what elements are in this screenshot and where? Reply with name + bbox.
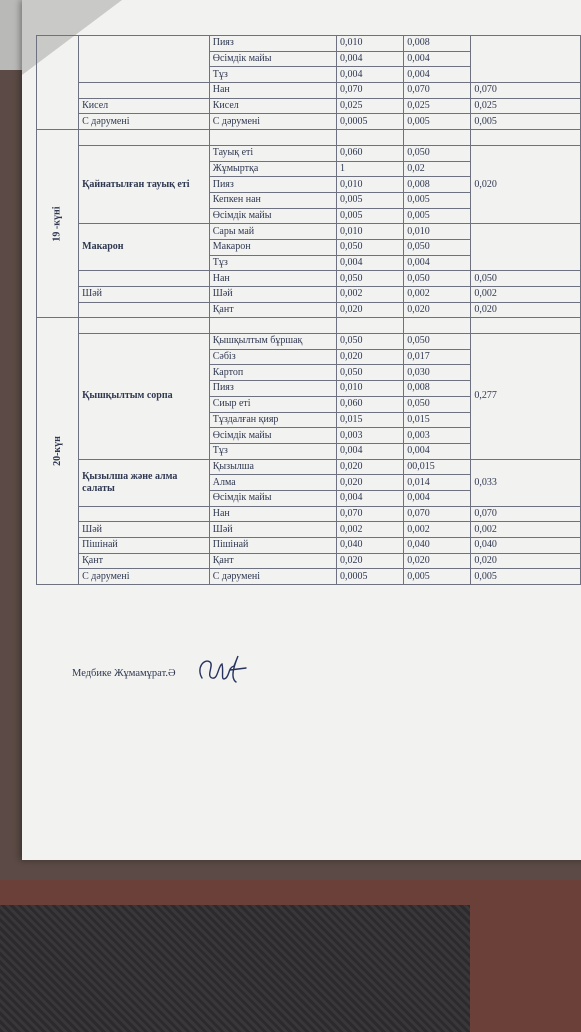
net-weight-cell: 0,005 [404,114,471,130]
gross-weight-cell: 0,050 [337,334,404,350]
dish-name-cell: Кисел [79,98,210,114]
dish-name-cell: Пішінай [79,538,210,554]
ingredient-cell: Тұз [209,67,336,83]
day-label: 19 -күні [51,206,63,242]
gross-weight-cell: 0,005 [337,192,404,208]
table-row [37,538,581,554]
gross-weight-cell: 0,004 [337,443,404,459]
net-weight-cell: 0,004 [404,51,471,67]
total-cell: 0,277 [471,334,581,460]
table-row [37,36,581,52]
table-row [37,114,581,130]
total-cell [471,36,581,83]
net-weight-cell: 0,02 [404,161,471,177]
dish-name-cell [79,271,210,287]
ingredient-cell: Сәбіз [209,349,336,365]
dish-name-cell: Шәй [79,522,210,538]
total-cell: 0,040 [471,538,581,554]
gross-weight-cell: 0,0005 [337,114,404,130]
table-row [37,334,581,350]
net-weight-cell: 00,015 [404,459,471,475]
ingredient-cell: Пияз [209,177,336,193]
net-weight-cell: 0,050 [404,334,471,350]
background-fabric [0,905,470,1032]
table-row [37,318,581,334]
total-cell: 0,070 [471,506,581,522]
net-weight-cell: 0,008 [404,36,471,52]
total-cell: 0,002 [471,522,581,538]
gross-weight-cell: 0,020 [337,302,404,318]
net-weight-cell: 0,008 [404,381,471,397]
menu-table [36,35,581,585]
net-weight-cell: 0,017 [404,349,471,365]
ingredient-cell: Нан [209,506,336,522]
ingredient-cell: Тұз [209,443,336,459]
ingredient-cell: Нан [209,83,336,99]
dish-name-cell: Қайнатылған тауық еті [79,145,210,223]
ingredient-cell: Тұз [209,255,336,271]
total-cell: 0,025 [471,98,581,114]
day-cell [37,130,79,318]
table-row [37,459,581,475]
total-cell: 0,033 [471,459,581,506]
ingredient-cell: С дәрумені [209,569,336,585]
table-row [37,302,581,318]
gross-weight-cell: 0,010 [337,381,404,397]
gross-weight-cell: 0,015 [337,412,404,428]
net-weight-cell: 0,002 [404,522,471,538]
total-cell: 0,005 [471,114,581,130]
table-row [37,271,581,287]
total-cell [471,318,581,334]
dish-name-cell: Макарон [79,224,210,271]
ingredient-cell: Өсімдік майы [209,51,336,67]
net-weight-cell: 0,004 [404,490,471,506]
ingredient-cell: Өсімдік майы [209,208,336,224]
table-row [37,145,581,161]
ingredient-cell: С дәрумені [209,114,336,130]
total-cell: 0,020 [471,553,581,569]
signature-block [72,668,176,679]
gross-weight-cell [337,318,404,334]
net-weight-cell: 0,005 [404,192,471,208]
ingredient-cell: Өсімдік майы [209,490,336,506]
net-weight-cell: 0,004 [404,67,471,83]
day-label: 20-күн [51,436,63,467]
ingredient-cell: Сары май [209,224,336,240]
table-row [37,224,581,240]
table-row [37,553,581,569]
gross-weight-cell: 0,040 [337,538,404,554]
net-weight-cell: 0,040 [404,538,471,554]
ingredient-cell: Макарон [209,239,336,255]
gross-weight-cell [337,130,404,146]
dish-name-cell: Қызылша және алма салаты [79,459,210,506]
dish-name-cell: Шәй [79,287,210,303]
dish-name-cell: С дәрумені [79,114,210,130]
net-weight-cell: 0,020 [404,553,471,569]
total-cell [471,224,581,271]
signature-text: Медбике Жұмамұрат.Ә [72,668,176,679]
net-weight-cell: 0,050 [404,145,471,161]
total-cell: 0,005 [471,569,581,585]
table-row [37,83,581,99]
dish-name-cell [79,36,210,83]
net-weight-cell: 0,005 [404,569,471,585]
dish-name-cell: Қант [79,553,210,569]
ingredient-cell: Тауық еті [209,145,336,161]
ingredient-cell: Шәй [209,287,336,303]
gross-weight-cell: 0,004 [337,255,404,271]
gross-weight-cell: 0,020 [337,349,404,365]
ingredient-cell: Кисел [209,98,336,114]
gross-weight-cell: 0,050 [337,365,404,381]
ingredient-cell: Өсімдік майы [209,428,336,444]
dish-name-cell: Қышқылтым сорпа [79,334,210,460]
net-weight-cell: 0,002 [404,287,471,303]
table-row [37,130,581,146]
gross-weight-cell: 0,0005 [337,569,404,585]
dish-name-cell [79,83,210,99]
net-weight-cell: 0,003 [404,428,471,444]
table-row [37,569,581,585]
gross-weight-cell: 0,010 [337,36,404,52]
net-weight-cell: 0,025 [404,98,471,114]
handwritten-signature [194,648,254,688]
gross-weight-cell: 0,050 [337,239,404,255]
gross-weight-cell: 0,020 [337,475,404,491]
day-cell [37,36,79,130]
gross-weight-cell: 0,005 [337,208,404,224]
table-row [37,522,581,538]
net-weight-cell: 0,030 [404,365,471,381]
ingredient-cell: Қышқылтым бұршақ [209,334,336,350]
net-weight-cell: 0,004 [404,443,471,459]
day-cell [37,318,79,585]
net-weight-cell: 0,014 [404,475,471,491]
gross-weight-cell: 0,020 [337,459,404,475]
net-weight-cell: 0,050 [404,239,471,255]
net-weight-cell: 0,020 [404,302,471,318]
gross-weight-cell: 0,004 [337,67,404,83]
total-cell: 0,020 [471,302,581,318]
ingredient-cell: Кепкен нан [209,192,336,208]
gross-weight-cell: 0,060 [337,145,404,161]
gross-weight-cell: 0,010 [337,224,404,240]
total-cell: 0,050 [471,271,581,287]
gross-weight-cell: 0,070 [337,83,404,99]
table-row [37,98,581,114]
net-weight-cell: 0,015 [404,412,471,428]
table-row [37,287,581,303]
dish-name-cell [79,318,210,334]
net-weight-cell [404,318,471,334]
gross-weight-cell: 0,050 [337,271,404,287]
dish-name-cell: С дәрумені [79,569,210,585]
dish-name-cell [79,302,210,318]
ingredient-cell: Тұздалған қияр [209,412,336,428]
ingredient-cell: Қант [209,302,336,318]
net-weight-cell: 0,070 [404,506,471,522]
ingredient-cell: Нан [209,271,336,287]
gross-weight-cell: 0,002 [337,522,404,538]
dish-name-cell [79,130,210,146]
total-cell: 0,002 [471,287,581,303]
ingredient-cell [209,318,336,334]
gross-weight-cell: 1 [337,161,404,177]
gross-weight-cell: 0,010 [337,177,404,193]
net-weight-cell: 0,050 [404,271,471,287]
ingredient-cell: Пияз [209,381,336,397]
gross-weight-cell: 0,003 [337,428,404,444]
ingredient-cell: Алма [209,475,336,491]
gross-weight-cell: 0,060 [337,396,404,412]
dish-name-cell [79,506,210,522]
gross-weight-cell: 0,070 [337,506,404,522]
net-weight-cell: 0,005 [404,208,471,224]
ingredient-cell: Қызылша [209,459,336,475]
net-weight-cell: 0,008 [404,177,471,193]
net-weight-cell: 0,010 [404,224,471,240]
ingredient-cell [209,130,336,146]
gross-weight-cell: 0,020 [337,553,404,569]
total-cell: 0,070 [471,83,581,99]
net-weight-cell: 0,050 [404,396,471,412]
net-weight-cell: 0,070 [404,83,471,99]
table-row [37,506,581,522]
gross-weight-cell: 0,004 [337,51,404,67]
ingredient-cell: Пішінай [209,538,336,554]
ingredient-cell: Қант [209,553,336,569]
ingredient-cell: Картоп [209,365,336,381]
gross-weight-cell: 0,004 [337,490,404,506]
ingredient-cell: Жұмыртқа [209,161,336,177]
total-cell [471,130,581,146]
total-cell: 0,020 [471,145,581,223]
net-weight-cell [404,130,471,146]
gross-weight-cell: 0,002 [337,287,404,303]
ingredient-cell: Пияз [209,36,336,52]
net-weight-cell: 0,004 [404,255,471,271]
gross-weight-cell: 0,025 [337,98,404,114]
ingredient-cell: Шәй [209,522,336,538]
ingredient-cell: Сиыр еті [209,396,336,412]
